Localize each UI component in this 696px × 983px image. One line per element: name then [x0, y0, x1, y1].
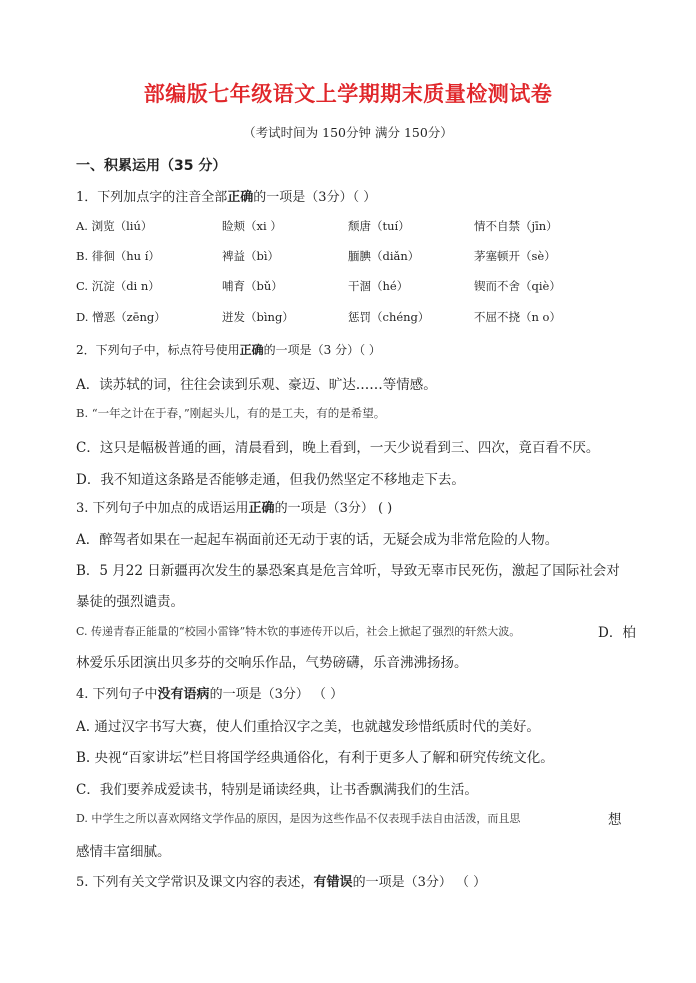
- option-cell: 哺育（bǔ）: [222, 279, 283, 293]
- exam-subtitle: （考试时间为 150分钟 满分 150分）: [243, 125, 453, 140]
- question-4-option-d-cont: 感情丰富细腻。: [76, 844, 171, 860]
- question-4-option-d-tail: 想: [608, 812, 622, 828]
- question-2-option-c: C．这只是幅极普通的画，清晨看到，晚上看到，一天少说看到三、四次，竟百看不厌。: [76, 440, 600, 456]
- stem-emphasis: 正确: [227, 190, 254, 205]
- option-cell: 惩罚（chéng）: [348, 310, 430, 324]
- option-cell: 迸发（bìng）: [222, 310, 294, 324]
- question-2-stem: [76, 341, 381, 358]
- question-3-option-a: A．醉驾者如果在一起起车祸面前还无动于衷的话，无疑会成为非常危险的人物。: [76, 532, 559, 548]
- question-1-stem: [76, 186, 376, 205]
- question-2-option-b: B. “一年之计在于春，”刚起头儿，有的是工夫，有的是希望。: [76, 406, 386, 420]
- question-3-option-d-start: D．柏: [598, 625, 636, 641]
- stem-text: 2．下列句子中，标点符号使用: [76, 343, 240, 357]
- question-3-option-b-cont: 暴徒的强烈谴责。: [76, 594, 184, 610]
- stem-text: 3. 下列句子中加点的成语运用: [76, 501, 249, 516]
- stem-emphasis: 有错误: [313, 875, 353, 890]
- option-cell: 颓唐（tuí）: [348, 219, 410, 233]
- option-cell: 不屈不挠（n o）: [474, 310, 561, 324]
- question-3-option-d-cont: 林爱乐乐团演出贝多芬的交响乐作品，气势磅礴，乐音沸沸扬扬。: [76, 655, 468, 671]
- question-4-option-d: D. 中学生之所以喜欢网络文学作品的原因，是因为这些作品不仅表现手法自由活泼，而且思: [76, 812, 521, 825]
- question-3-option-c: C. 传递青春正能量的“校园小雷锋”特木钦的事迹传开以后，社会上掀起了强烈的轩然大波。: [76, 625, 521, 638]
- stem-text: 5. 下列有关文学常识及课文内容的表述，: [76, 875, 314, 890]
- stem-text: 的一项是（3分） ( ): [274, 501, 393, 516]
- option-cell: 睑颊（xi ）: [222, 219, 282, 233]
- question-3-stem: [76, 497, 392, 516]
- stem-text: 的一项是（3分） （ ）: [352, 875, 487, 890]
- question-2-option-d: D．我不知道这条路是否能够走通，但我仍然坚定不移地走下去。: [76, 472, 465, 488]
- option-cell: A. 浏览（liú）: [76, 219, 153, 233]
- stem-text: 4. 下列句子中: [76, 687, 158, 702]
- option-cell: D. 憎恶（zēng）: [76, 310, 166, 324]
- question-4-option-b: B. 央视“百家讲坛”栏目将国学经典通俗化，有利于更多人了解和研究传统文化。: [76, 750, 554, 766]
- stem-text: 1．下列加点字的注音全部: [76, 190, 228, 205]
- option-cell: 裨益（bì）: [222, 249, 280, 263]
- exam-title: 部编版七年级语文上学期期末质量检测试卷: [143, 82, 553, 106]
- section-heading: 一、积累运用（35 分）: [76, 158, 227, 174]
- option-cell: 锲而不舍（qiè）: [474, 279, 561, 293]
- stem-text: 的一项是（3分）（ ）: [253, 190, 377, 205]
- option-cell: B. 徘徊（hu í）: [76, 249, 160, 263]
- stem-emphasis: 正确: [248, 501, 275, 516]
- question-2-option-a: A．读苏轼的词，往往会读到乐观、豪迈、旷达……等情感。: [76, 377, 437, 393]
- stem-text: 的一项是（3分） （ ）: [209, 687, 344, 702]
- question-3-option-b: B．5 月22 日新疆再次发生的暴恐案真是危言耸听，导致无辜市民死伤，激起了国际社会对: [76, 563, 620, 579]
- option-cell: 腼腆（diǎn）: [348, 249, 420, 263]
- question-4-stem: [76, 683, 343, 702]
- option-cell: 情不自禁（jīn）: [474, 219, 558, 233]
- stem-emphasis: 没有语病: [157, 687, 210, 702]
- question-5-stem: [76, 871, 486, 890]
- option-cell: C. 沉淀（di n）: [76, 279, 160, 293]
- stem-emphasis: 正确: [239, 343, 264, 357]
- option-cell: 茅塞顿开（sè）: [474, 249, 556, 263]
- question-4-option-a: A. 通过汉字书写大赛，使人们重拾汉字之美，也就越发珍惜纸质时代的美好。: [76, 719, 540, 735]
- option-cell: 干涸（hé）: [348, 279, 409, 293]
- stem-text: 的一项是（3 分）（ ）: [263, 343, 381, 357]
- question-4-option-c: C．我们要养成爱读书，特别是诵读经典，让书香飘满我们的生活。: [76, 782, 478, 798]
